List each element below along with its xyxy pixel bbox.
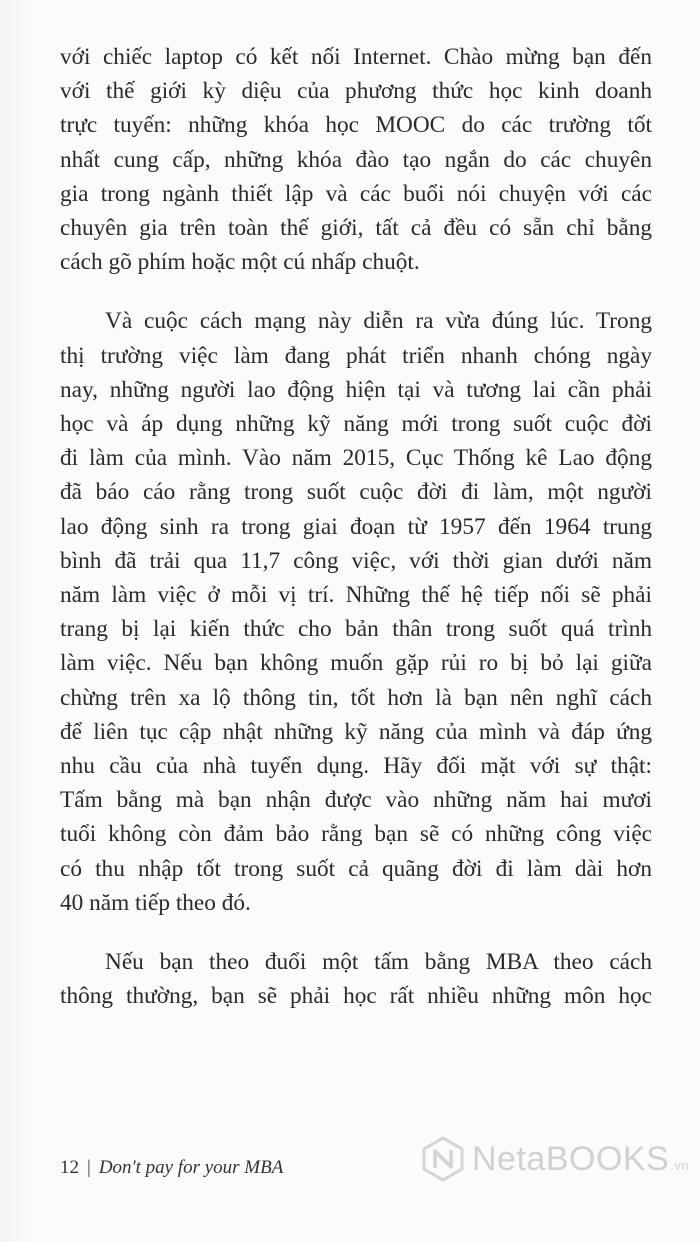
netabooks-logo-icon: [420, 1136, 466, 1182]
page-body-text: [60, 40, 652, 1013]
paragraph-2: [60, 304, 652, 920]
text-line: tuổi không còn đảm bảo rằng bạn sẽ có những công việc: [60, 821, 652, 848]
text-line: nay, những người lao động hiện tại và tương lai cần phải: [60, 376, 652, 403]
text-line: Và cuộc cách mạng này diễn ra vừa đúng lúc. Trong: [105, 308, 652, 335]
text-line: nhất cung cấp, những khóa đào tạo ngắn do các chuyên: [60, 146, 652, 173]
text-line: lao động sinh ra trong giai đoạn từ 1957 đến 1964 trung: [60, 513, 652, 540]
text-line: với chiếc laptop có kết nối Internet. Chào mừng bạn đến: [60, 44, 652, 70]
text-line: để liên tục cập nhật những kỹ năng của mình và đáp ứng: [60, 718, 652, 745]
paragraph-3: [60, 945, 652, 1013]
text-line: thị trường việc làm đang phát triển nhanh chóng ngày: [60, 342, 652, 369]
text-line: Nếu bạn theo đuổi một tấm bằng MBA theo cách: [105, 949, 652, 976]
watermark-tld: .vn: [670, 1157, 690, 1173]
text-line: trang bị lại kiến thức cho bản thân trong suốt quá trình: [60, 616, 652, 643]
page-number: 12: [60, 1157, 79, 1178]
text-line: làm việc. Nếu bạn không muốn gặp rủi ro bị bỏ lại giữa: [60, 650, 652, 677]
text-line: trực tuyến: những khóa học MOOC do các trường tốt: [60, 112, 652, 139]
text-line: gia trong ngành thiết lập và các buổi nói chuyện với các: [60, 180, 652, 207]
text-line: với thế giới kỳ diệu của phương thức học kinh doanh: [60, 78, 652, 105]
text-line: Tấm bằng mà bạn nhận được vào những năm hai mươi: [60, 787, 652, 814]
footer-separator: |: [87, 1157, 91, 1178]
text-line: đi làm của mình. Vào năm 2015, Cục Thống kê Lao động: [60, 445, 652, 472]
text-line: học và áp dụng những kỹ năng mới trong suốt cuộc đời: [60, 411, 652, 438]
watermark: [420, 1136, 689, 1182]
text-line: 40 năm tiếp theo đó.: [60, 889, 251, 916]
text-line: chừng trên xa lộ thông tin, tốt hơn là bạn nên nghĩ cách: [60, 684, 652, 711]
paragraph-1: [60, 40, 652, 279]
page-footer: [60, 1157, 283, 1179]
text-line: chuyên gia trên toàn thế giới, tất cả đều có sẵn chỉ bằng: [60, 215, 652, 242]
watermark-brand: NetaBOOKS: [472, 1139, 670, 1178]
text-line: có thu nhập tốt trong suốt cả quãng đời đi làm dài hơn: [60, 855, 652, 882]
paragraph-spacer: [60, 920, 652, 945]
text-line: bình đã trải qua 11,7 công việc, với thời gian dưới năm: [60, 547, 652, 574]
text-line: thông thường, bạn sẽ phải học rất nhiều những môn học: [60, 983, 652, 1010]
running-book-title: Don't pay for your MBA: [98, 1157, 284, 1178]
text-line: năm làm việc ở mỗi vị trí. Những thế hệ tiếp nối sẽ phải: [60, 582, 652, 609]
text-line: đã báo cáo rằng trong suốt cuộc đời đi làm, một người: [60, 479, 652, 506]
paragraph-spacer: [60, 279, 652, 304]
text-line: nhu cầu của nhà tuyển dụng. Hãy đối mặt với sự thật:: [60, 753, 652, 780]
watermark-text: [472, 1140, 689, 1179]
text-line: cách gõ phím hoặc một cú nhấp chuột.: [60, 249, 420, 276]
